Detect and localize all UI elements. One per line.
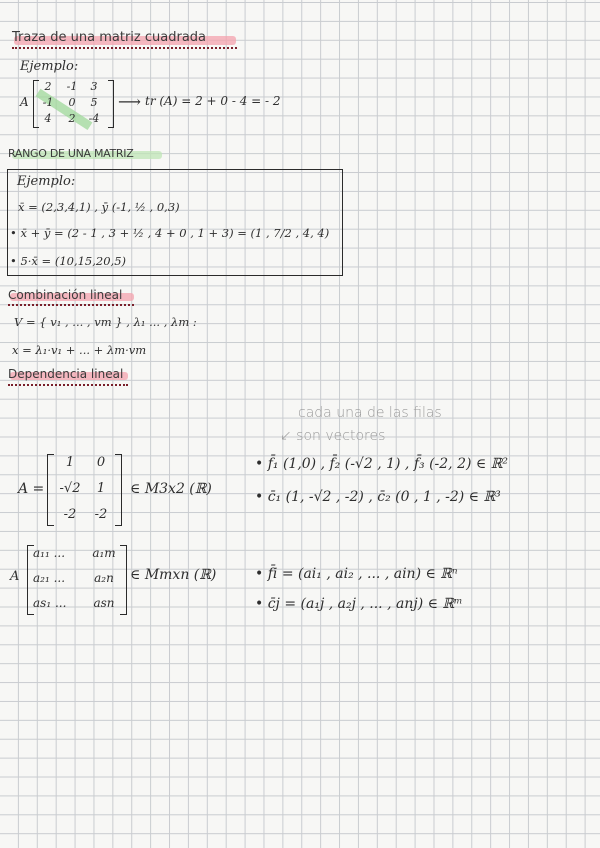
- title-underline: [8, 381, 128, 386]
- combinacion-line1: V = { v₁ , ... , vm } , λ₁ ... , λm :: [14, 315, 197, 329]
- matrix-cell: 2: [44, 80, 52, 93]
- matrix-cell: -2: [63, 507, 77, 522]
- traza-matrix-name: A: [20, 95, 29, 109]
- matrix-right-bracket: [115, 454, 122, 526]
- title-underline: [8, 301, 134, 306]
- rango-line1: x̄ = (2,3,4,1) , ȳ (-1, ½ , 0,3): [18, 200, 180, 214]
- dependencia-title: Dependencia lineal: [8, 367, 124, 381]
- matrix-cell: 1: [96, 481, 106, 496]
- rango-line3: • 5·x̄ = (10,15,20,5): [10, 254, 126, 268]
- matrix-cell: 0: [68, 96, 76, 109]
- matrix-cell: 0: [96, 455, 106, 470]
- matrix-cell: -√2: [59, 481, 81, 496]
- matrix-cell: as₁ ...: [33, 596, 67, 610]
- rango-line2: • x̄ + ȳ = (2 - 1 , 3 + ½ , 4 + 0 , 1 + 3) = (1 , 7/2 , 4, 4): [10, 226, 330, 240]
- matrix-cell: 4: [44, 112, 52, 125]
- matrix-cell: a₁m: [92, 546, 116, 560]
- combinacion-line2: x = λ₁·v₁ + ... + λm·vm: [12, 343, 147, 357]
- matrix-cell: 1: [65, 455, 75, 470]
- arrow-icon: ⟶: [118, 92, 141, 111]
- gen-matrix-name: A: [10, 569, 20, 584]
- combinacion-title: Combinación lineal: [8, 288, 123, 302]
- traza-title: Traza de una matriz cuadrada: [12, 30, 206, 45]
- matrix-cell: -1: [66, 80, 78, 93]
- rango-ejemplo: Ejemplo:: [17, 174, 76, 189]
- gen-membership: ∈ Mmxn (ℝ): [130, 567, 217, 583]
- matrix-right-bracket: [120, 545, 127, 615]
- pencil-note: cada una de las filas: [298, 405, 442, 421]
- matrix-cell: -1: [42, 96, 54, 109]
- pencil-note: ↙ son vectores: [280, 428, 386, 444]
- gen-row-line: • f̄i = (ai₁ , ai₂ , ... , ain) ∈ ℝⁿ: [255, 566, 458, 582]
- title-underline: [12, 44, 237, 49]
- matrix-cell: a₂n: [94, 571, 114, 585]
- matrix-cell: 2: [68, 112, 76, 125]
- gen-col-line: • c̄j = (a₁j , a₂j , ... , anj) ∈ ℝᵐ: [255, 596, 463, 612]
- matrix-cell: -2: [94, 507, 108, 522]
- matrix-cell: a₂₁ ...: [33, 571, 66, 585]
- dep-cols-line: • c̄₁ (1, -√2 , -2) , c̄₂ (0 , 1 , -2) ∈ ℝ³: [255, 489, 501, 505]
- traza-result: tr (A) = 2 + 0 - 4 = - 2: [145, 94, 281, 108]
- dep-matrix-name: A =: [18, 481, 45, 497]
- matrix-cell: 5: [90, 96, 98, 109]
- matrix-cell: asn: [93, 596, 115, 610]
- traza-ejemplo: Ejemplo:: [20, 59, 79, 74]
- matrix-cell: a₁₁ ...: [33, 546, 66, 560]
- dep-membership: ∈ M3x2 (ℝ): [130, 481, 212, 497]
- matrix-cell: 3: [90, 80, 98, 93]
- rango-title: RANGO DE UNA MATRIZ: [8, 147, 134, 160]
- dep-rows-line: • f̄₁ (1,0) , f̄₂ (-√2 , 1) , f̄₃ (-2, 2) ∈ ℝ²: [255, 456, 508, 472]
- matrix-right-bracket: [108, 80, 114, 128]
- matrix-cell: -4: [88, 112, 100, 125]
